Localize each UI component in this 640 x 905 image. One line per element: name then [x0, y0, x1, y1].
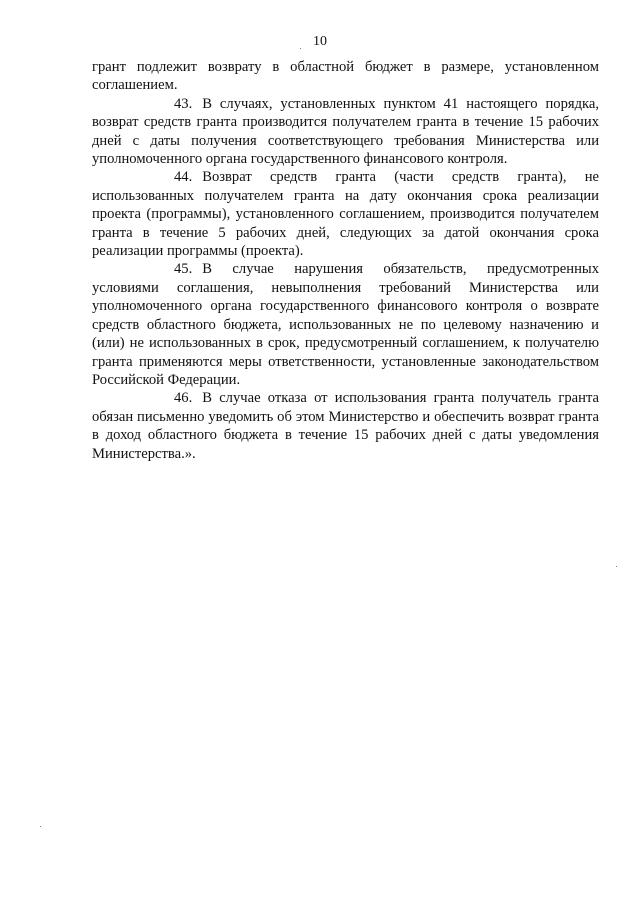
paragraph-text: В случаях, установленных пунктом 41 настоящего порядка, возврат средств гранта производится получателем гранта в течение 15 рабочих дней с даты получения соответствующего требования Министерства или уполномоченного органа государственного финансового контроля.: [92, 95, 599, 168]
paragraph-text: Возврат средств гранта (части средств гранта), не использованных получателем гранта на дату окончания срока реализации проекта (программы), установленного соглашением, производится получателем гранта в течение 5 рабочих дней, следующих за датой окончания срока реализации программы (проекта).: [92, 169, 599, 260]
paragraph-number: 43.: [174, 95, 193, 112]
paragraph-number: 44.: [174, 169, 193, 186]
paragraph-46: [92, 389, 599, 463]
page-number: 10: [313, 34, 327, 49]
paragraph-text: В случае нарушения обязательств, предусмотренных условиями соглашения, невыполнения требований Министерства или уполномоченного органа государственного финансового контроля о возврате средств областного бюджета, использованных не по целевому назначению и (или) не использованных в срок, предусмотренный соглашением, к получателю гранта применяются меры ответственности, установленные законодательством Российской Федерации.: [92, 261, 599, 388]
document-body: [92, 58, 599, 463]
paragraph-43: [92, 95, 599, 169]
paragraph-45: [92, 260, 599, 389]
paragraph-number: 45.: [174, 261, 193, 278]
paragraph-text: В случае отказа от использования гранта получатель гранта обязан письменно уведомить об этом Министерство и обеспечить возврат гранта в доход областного бюджета в течение 15 рабочих дней с даты уведомления Министерства.».: [92, 390, 599, 462]
scan-speck: [40, 826, 41, 827]
paragraph-44: [92, 168, 599, 260]
paragraph-number: 46.: [174, 390, 193, 407]
scan-speck: [300, 48, 301, 49]
continuation-paragraph: грант подлежит возврату в областной бюджет в размере, установленном соглашением.: [92, 59, 599, 94]
scan-speck: [616, 566, 617, 567]
